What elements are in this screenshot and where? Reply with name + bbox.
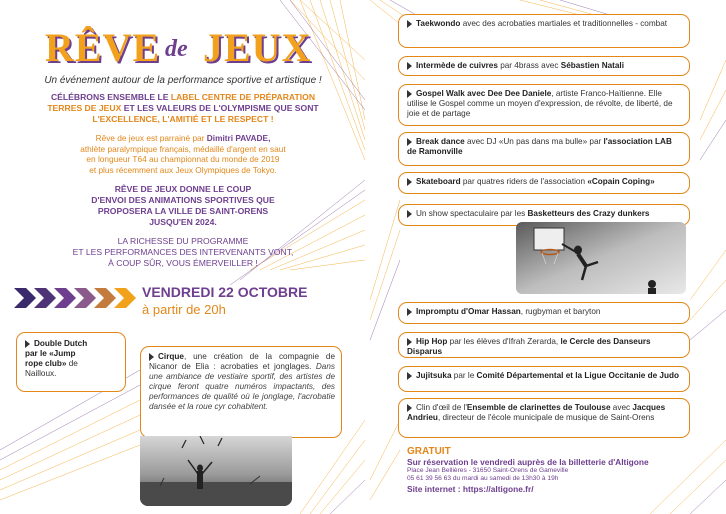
- program-item-title: Gospel Walk avec Dee Dee Daniele: [416, 89, 552, 98]
- program-item-omar-hassan: [398, 302, 690, 324]
- richesse-block: [28, 236, 338, 269]
- program-item-title: Hip Hop: [416, 337, 448, 346]
- cirque-text: , une création de la compagnie de Nicanor de Elia : acrobaties et jonglages.: [149, 352, 335, 371]
- cirque-box: [140, 346, 342, 438]
- arrow-right-icon: [407, 138, 412, 146]
- program-item-director: Jacques Andrieu: [407, 403, 666, 422]
- arrow-right-icon: [407, 20, 412, 28]
- venue-address: Place Jean Bellières - 31650 Saint-Orens de Gameville: [407, 467, 569, 474]
- arrow-right-icon: [407, 372, 412, 380]
- program-item-jujitsu: [398, 366, 690, 392]
- program-item-text-3: , directeur de l'école municipale de musique de Saint-Orens: [437, 413, 655, 422]
- parrain-line-3: en longueur T64 au championnat du monde de 2019: [86, 154, 280, 164]
- program-item-title: Taekwondo: [416, 19, 461, 28]
- arrow-right-icon: [149, 353, 154, 361]
- intro-text: CÉLÉBRONS ENSEMBLE LE: [50, 92, 169, 102]
- intro-text-2: ET LES VALEURS DE L'OLYMPISME QUE SONT: [123, 103, 319, 113]
- dd-line-2: par le «Jump: [25, 349, 76, 358]
- program-item-text: , artiste Franco-Haïtienne. Elle utilise le Gospel comme un moyen d'expression, de révolte, de liberté, de joie et de partage: [407, 89, 673, 118]
- program-item-text: par quatres riders de l'association: [460, 177, 588, 186]
- reservation-info: Sur réservation le vendredi auprès de la billetterie d'Altigone: [407, 457, 649, 467]
- program-item-cuivres: [398, 56, 690, 76]
- parrain-intro: Rêve de jeux est parrainé par: [95, 133, 205, 143]
- program-item-skateboard: [398, 172, 690, 194]
- phone-hours: 05 61 39 56 63 du mardi au samedi de 13h30 à 19h: [407, 475, 559, 483]
- intro-label-highlight: LABEL CENTRE DE PRÉPARATION: [170, 92, 316, 102]
- program-item-performer: Sébastien Natali: [560, 61, 624, 70]
- intro-block: [28, 92, 338, 125]
- dd-de: de: [68, 359, 78, 368]
- juggler-photo: [140, 436, 292, 506]
- coup-envoi-line-4: JUSQU'EN 2024.: [149, 217, 217, 227]
- program-item-clarinettes: [398, 398, 690, 438]
- arrow-right-icon: [407, 338, 412, 346]
- program-item-text-2: avec: [610, 403, 633, 412]
- program-item-text: , rugbyman et baryton: [520, 307, 601, 316]
- program-item-performer: «Copain Coping»: [587, 177, 655, 186]
- program-item-performer: Ensemble de clarinettes de Toulouse: [466, 403, 611, 412]
- intro-values-highlight: L'EXCELLENCE, L'AMITIÉ ET LE RESPECT !: [92, 114, 274, 124]
- parrain-block: [28, 133, 338, 175]
- title-reve: RÊVE: [45, 25, 161, 70]
- parrain-line-2: athlète paralympique français, médaillé d'argent en saut: [80, 143, 286, 154]
- program-item-title: Intermède de cuivres: [416, 61, 498, 70]
- arrow-right-icon: [407, 308, 412, 316]
- coup-envoi-line-2: D'ENVOI DES ANIMATIONS SPORTIVES QUE: [91, 195, 275, 205]
- program-item-text: Clin d'œil de l': [416, 403, 467, 412]
- coup-envoi-line-1: RÊVE DE JEUX DONNE LE COUP: [114, 184, 252, 194]
- program-item-text: avec des acrobaties martiales et traditionnelles - combat: [460, 19, 668, 28]
- richesse-line-3: À COUP SÛR, VOUS ÉMERVEILLER !: [108, 258, 258, 268]
- intro-column: [28, 75, 338, 269]
- dd-club: rope club»: [25, 359, 67, 368]
- program-item-title: Jujitsuka: [416, 371, 452, 380]
- cirque-title: Cirque: [158, 352, 184, 361]
- arrow-right-icon: [407, 404, 412, 412]
- program-item-title: Skateboard: [416, 177, 461, 186]
- title-jeux: JEUX: [203, 25, 312, 70]
- program-item-text: par 4brass avec: [497, 61, 561, 70]
- program-item-text: avec DJ «Un pas dans ma bulle» par: [464, 137, 604, 146]
- program-item-title: Impromptu d'Omar Hassan: [416, 307, 521, 316]
- richesse-line-1: LA RICHESSE DU PROGRAMME: [117, 236, 249, 246]
- program-item-hip-hop: [398, 332, 690, 358]
- coup-envoi-block: [28, 184, 338, 228]
- coup-envoi-line-3: PROPOSERA LA VILLE DE SAINT-ORENS: [97, 206, 269, 216]
- event-time: à partir de 20h: [142, 302, 226, 317]
- arrow-right-icon: [407, 62, 412, 70]
- program-item-performer: Basketteurs des Crazy dunkers: [527, 209, 650, 218]
- event-logo-title: [45, 22, 310, 72]
- richesse-line-2: ET LES PERFORMANCES DES INTERVENANTS VONT,: [72, 247, 294, 257]
- cirque-description: Dans une ambiance de vestiaire sportif, des artistes de cirque feront quatre numéros impactants, des performances de qualité où le jonglage, l'acrobatie dansée et la roue cyr cohabitent.: [149, 362, 335, 411]
- parrain-name: Dimitri PAVADE,: [206, 133, 271, 143]
- double-dutch-box: [16, 332, 126, 392]
- program-item-performer: l'association LAB de Ramonville: [407, 137, 672, 156]
- program-item-text: par les élèves d'Ifrah Zerarda,: [447, 337, 561, 346]
- program-item-performer: Comité Départemental et la Ligue Occitanie de Judo: [476, 371, 679, 380]
- program-item-taekwondo: [398, 14, 690, 48]
- program-item-title: Break dance: [416, 137, 465, 146]
- program-item-text: par le: [451, 371, 477, 380]
- program-item-text: Un show spectaculaire par les: [416, 209, 528, 218]
- arrow-right-icon: [407, 210, 412, 218]
- arrow-right-icon: [25, 340, 30, 348]
- dd-title: Double Dutch: [34, 339, 88, 348]
- parrain-line-4: et plus récemment aux Jeux Olympiques de Tokyo.: [89, 164, 277, 175]
- tagline: Un événement autour de la performance sportive et artistique !: [44, 75, 322, 86]
- dd-location: Nailloux.: [25, 369, 57, 378]
- program-item-performer: le Cercle des Danseurs Disparus: [407, 337, 651, 356]
- website-link[interactable]: Site internet : https://altigone.fr/: [407, 483, 534, 494]
- chevron-arrows-icon: [14, 288, 138, 308]
- footer-info: [407, 446, 707, 494]
- free-label: GRATUIT: [407, 446, 451, 457]
- basketball-dunk-photo: [516, 222, 686, 294]
- arrow-right-icon: [407, 178, 412, 186]
- event-date: VENDREDI 22 OCTOBRE: [142, 284, 308, 300]
- title-de: de: [165, 36, 188, 62]
- arrow-right-icon: [407, 90, 412, 98]
- intro-terres-highlight: TERRES DE JEUX: [47, 103, 122, 113]
- program-item-break-dance: [398, 132, 690, 166]
- program-item-gospel: [398, 84, 690, 126]
